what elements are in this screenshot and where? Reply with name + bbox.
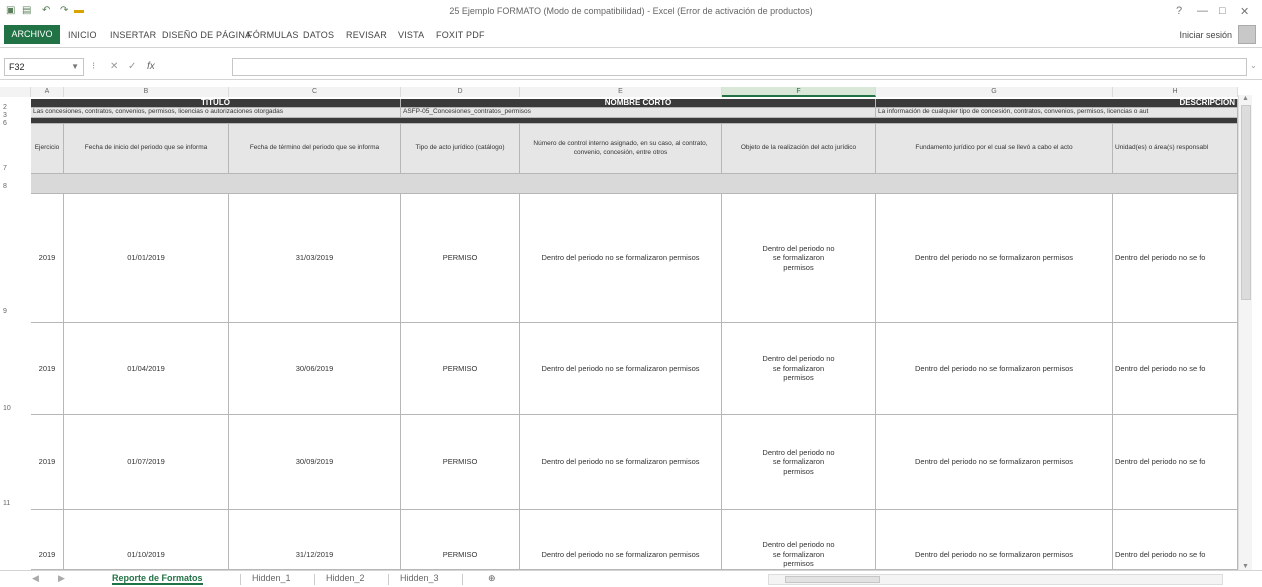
column-header-a[interactable]: A — [31, 87, 64, 97]
avatar[interactable] — [1238, 25, 1256, 44]
cell-descripcion-value[interactable]: La información de cualquier tipo de concesión, contratos, convenios, permisos, licencias o aut — [876, 108, 1238, 118]
cell-fecha-termino[interactable]: 30/09/2019 — [229, 415, 401, 510]
title-bar — [0, 0, 1262, 22]
row-header-7[interactable]: 7 — [3, 165, 7, 172]
maximize-icon[interactable]: □ — [1219, 5, 1226, 17]
cell-descripcion[interactable]: DESCRIPCIÓN — [876, 99, 1238, 108]
column-header-b[interactable]: B — [64, 87, 229, 97]
tab-divider — [314, 574, 315, 585]
ribbon-tabs — [0, 22, 1262, 48]
cell-ejercicio[interactable]: 2019 — [31, 510, 64, 570]
header-numero-control[interactable]: Número de control interno asignado, en su caso, al contrato, convenio, concesión, entre otros — [520, 124, 722, 174]
cell-numero-control[interactable]: Dentro del periodo no se formalizaron permisos — [520, 510, 722, 570]
tab-formulas[interactable]: FÓRMULAS — [247, 30, 299, 40]
row-header-3[interactable]: 3 — [3, 112, 7, 119]
sheet-tab-hidden-2[interactable]: Hidden_2 — [326, 573, 365, 583]
scrollbar-thumb[interactable] — [1241, 105, 1251, 300]
tab-insertar[interactable]: INSERTAR — [110, 30, 157, 40]
tab-divider — [240, 574, 241, 585]
column-header-d[interactable]: D — [401, 87, 520, 97]
tab-datos[interactable]: DATOS — [303, 30, 335, 40]
cell-numero-control[interactable]: Dentro del periodo no se formalizaron permisos — [520, 323, 722, 415]
column-header-h[interactable]: H — [1113, 87, 1238, 97]
cell-nombre-corto[interactable]: NOMBRE CORTO — [401, 99, 876, 108]
scroll-up-icon[interactable]: ▲ — [1242, 95, 1249, 102]
name-box[interactable] — [4, 58, 84, 76]
row-header-6[interactable]: 6 — [3, 120, 7, 127]
enter-icon[interactable]: ✓ — [128, 61, 137, 72]
cell-numero-control[interactable]: Dentro del periodo no se formalizaron permisos — [520, 194, 722, 323]
cell-tipo-acto[interactable]: PERMISO — [401, 194, 520, 323]
cell-titulo-value[interactable]: Las concesiones, contratos, convenios, permisos, licencias o autorizaciones otorgadas — [31, 108, 401, 118]
cell-numero-control[interactable]: Dentro del periodo no se formalizaron permisos — [520, 415, 722, 510]
header-tipo-acto[interactable]: Tipo de acto jurídico (catálogo) — [401, 124, 520, 174]
cell-fecha-termino[interactable]: 31/03/2019 — [229, 194, 401, 323]
cell-fecha-inicio[interactable]: 01/04/2019 — [64, 323, 229, 415]
window-title: 25 Ejemplo FORMATO (Modo de compatibilidad) - Excel (Error de activación de productos) — [449, 6, 813, 16]
sign-in-link[interactable]: Iniciar sesión — [1179, 30, 1232, 40]
column-header-f[interactable]: F — [722, 87, 876, 97]
sheet-tab-hidden-3[interactable]: Hidden_3 — [400, 573, 439, 583]
cell-ejercicio[interactable]: 2019 — [31, 194, 64, 323]
tab-inicio[interactable]: INICIO — [68, 30, 97, 40]
column-header-e[interactable]: E — [520, 87, 722, 97]
cell-objeto[interactable]: Dentro del periodo no se formalizaron permisos — [722, 194, 876, 323]
cell-unidad[interactable]: Dentro del periodo no se fo — [1113, 323, 1238, 415]
cell-tipo-acto[interactable]: PERMISO — [401, 510, 520, 570]
formula-bar — [0, 55, 1262, 80]
cell-objeto[interactable]: Dentro del periodo no se formalizaron permisos — [722, 415, 876, 510]
tab-divider — [388, 574, 389, 585]
expand-formula-icon[interactable]: ⌄ — [1250, 61, 1257, 70]
cell-fundamento[interactable]: Dentro del periodo no se formalizaron permisos — [876, 323, 1113, 415]
chevron-down-icon[interactable]: ▼ — [71, 62, 79, 71]
cell-fecha-inicio[interactable]: 01/07/2019 — [64, 415, 229, 510]
cell-unidad[interactable]: Dentro del periodo no se fo — [1113, 194, 1238, 323]
cell-ejercicio[interactable]: 2019 — [31, 415, 64, 510]
cell-grey-band[interactable] — [31, 174, 1238, 194]
cell-tipo-acto[interactable]: PERMISO — [401, 415, 520, 510]
cell-fundamento[interactable]: Dentro del periodo no se formalizaron permisos — [876, 510, 1113, 570]
tab-revisar[interactable]: REVISAR — [346, 30, 387, 40]
horizontal-scrollbar[interactable] — [768, 574, 1223, 585]
cell-ejercicio[interactable]: 2019 — [31, 323, 64, 415]
cell-objeto[interactable]: Dentro del periodo no se formalizaron permisos — [722, 323, 876, 415]
prev-sheet-icon[interactable]: ◀ — [32, 573, 39, 583]
cell-unidad[interactable]: Dentro del periodo no se fo — [1113, 510, 1238, 570]
select-all[interactable] — [0, 87, 31, 97]
scroll-down-icon[interactable]: ▼ — [1242, 563, 1249, 570]
folder-icon[interactable]: ▬ — [74, 5, 84, 16]
cell-fecha-inicio[interactable]: 01/01/2019 — [64, 194, 229, 323]
redo-icon[interactable]: ↷ — [60, 5, 69, 16]
header-unidad[interactable]: Unidad(es) o área(s) responsabl — [1113, 124, 1238, 174]
tab-diseno-pagina[interactable]: DISEÑO DE PÁGINA — [162, 30, 252, 40]
sheet-tabs-bar — [0, 570, 1262, 587]
save-icon[interactable]: ▤ — [22, 5, 32, 16]
tab-vista[interactable]: VISTA — [398, 30, 425, 40]
cell-unidad[interactable]: Dentro del periodo no se fo — [1113, 415, 1238, 510]
undo-icon[interactable]: ↶ — [42, 5, 51, 16]
cell-fundamento[interactable]: Dentro del periodo no se formalizaron permisos — [876, 194, 1113, 323]
excel-logo-icon: ▣ — [6, 5, 16, 16]
header-fecha-inicio[interactable]: Fecha de inicio del periodo que se informa — [64, 124, 229, 174]
name-box-value: F32 — [9, 62, 25, 72]
cell-titulo[interactable]: TÍTULO — [31, 99, 401, 108]
help-icon[interactable]: ? — [1176, 5, 1183, 17]
cell-tipo-acto[interactable]: PERMISO — [401, 323, 520, 415]
row-header-2[interactable]: 2 — [3, 104, 7, 111]
row-header-9[interactable]: 9 — [3, 308, 7, 315]
column-header-g[interactable]: G — [876, 87, 1113, 97]
formula-input[interactable] — [232, 58, 1247, 76]
header-fundamento[interactable]: Fundamento jurídico por el cual se llevó a cabo el acto — [876, 124, 1113, 174]
row-header-10[interactable]: 10 — [3, 405, 11, 412]
sheet-tab-hidden-1[interactable]: Hidden_1 — [252, 573, 291, 583]
cell-objeto[interactable]: Dentro del periodo no se formalizaron permisos — [722, 510, 876, 570]
cell-fecha-inicio[interactable]: 01/10/2019 — [64, 510, 229, 570]
cell-fecha-termino[interactable]: 31/12/2019 — [229, 510, 401, 570]
add-sheet-icon[interactable]: ⊕ — [488, 573, 496, 583]
cancel-icon[interactable]: ✕ — [110, 61, 119, 72]
row-header-8[interactable]: 8 — [3, 183, 7, 190]
minimize-icon[interactable]: — — [1197, 5, 1208, 17]
tab-file[interactable]: ARCHIVO — [4, 25, 60, 44]
more-icon[interactable]: ⁝ — [92, 61, 96, 72]
tab-divider — [462, 574, 463, 585]
header-objeto[interactable]: Objeto de la realización del acto jurídico — [722, 124, 876, 174]
sheet-tab-reporte[interactable]: Reporte de Formatos — [112, 573, 203, 583]
cell-fundamento[interactable]: Dentro del periodo no se formalizaron permisos — [876, 415, 1113, 510]
cell-nombre-value[interactable]: ASFP-05_Concesiones_contratos_permisos — [401, 108, 876, 118]
header-ejercicio[interactable]: Ejercicio — [31, 124, 64, 174]
row-header-11[interactable]: 11 — [3, 500, 11, 507]
tab-foxit-pdf[interactable]: FOXIT PDF — [436, 30, 485, 40]
vertical-scrollbar[interactable] — [1238, 95, 1252, 570]
column-header-c[interactable]: C — [229, 87, 401, 97]
next-sheet-icon[interactable]: ▶ — [58, 573, 65, 583]
close-icon[interactable]: ✕ — [1240, 6, 1250, 18]
cell-fecha-termino[interactable]: 30/06/2019 — [229, 323, 401, 415]
scrollbar-thumb[interactable] — [785, 576, 880, 583]
header-fecha-termino[interactable]: Fecha de término del periodo que se informa — [229, 124, 401, 174]
function-icon[interactable]: fx — [147, 61, 155, 72]
